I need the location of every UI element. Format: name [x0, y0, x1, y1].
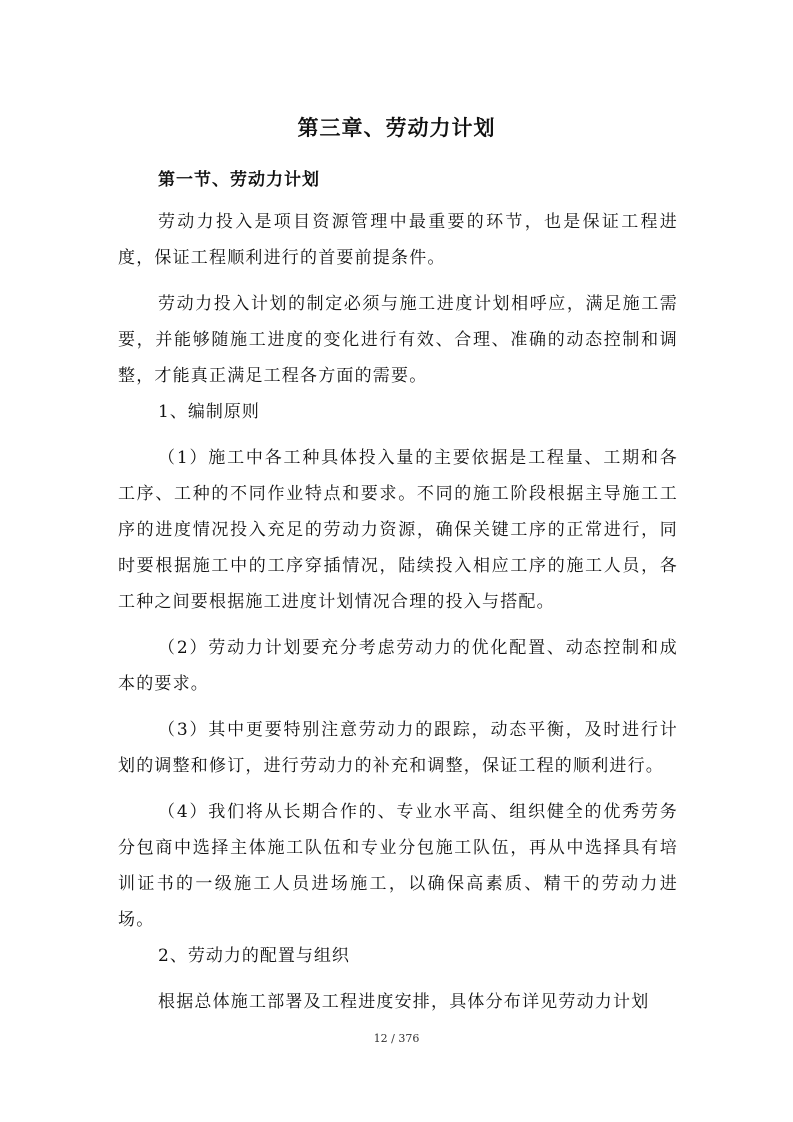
principle-item: （1）施工中各工种具体投入量的主要依据是工程量、工期和各工序、工种的不同作业特点和要求。不同的施工阶段根据主导施工工序的进度情况投入充足的劳动力资源，确保关键工序的正常进行，同时要根据施工中的工序穿插情况，陆续投入相应工序的施工人员，各工种之间要根据施工进度计划情况合理的投入与搭配。 — [118, 448, 678, 612]
body-paragraph: 劳动力投入是项目资源管理中最重要的环节，也是保证工程进度，保证工程顺利进行的首要前提条件。 — [118, 212, 678, 268]
principle-item: （2）劳动力计划要充分考虑劳动力的优化配置、动态控制和成本的要求。 — [118, 638, 678, 694]
subheading-principles: 1、编制原则 — [158, 402, 260, 422]
subheading-allocation: 2、劳动力的配置与组织 — [158, 946, 350, 966]
page-number: 12 / 376 — [373, 1032, 420, 1045]
principle-item: （4）我们将从长期合作的、专业水平高、组织健全的优秀劳务分包商中选择主体施工队伍和专业分包施工队伍，再从中选择具有培训证书的一级施工人员进场施工，以确保高素质、精干的劳动力进场。 — [118, 802, 678, 930]
principle-item: （3）其中更要特别注意劳动力的跟踪，动态平衡，及时进行计划的调整和修订，进行劳动力的补充和调整，保证工程的顺利进行。 — [118, 720, 678, 776]
body-paragraph: 根据总体施工部署及工程进度安排，具体分布详见劳动力计划 — [158, 992, 650, 1012]
body-paragraph: 劳动力投入计划的制定必须与施工进度计划相呼应，满足施工需要，并能够随施工进度的变化进行有效、合理、准确的动态控制和调整，才能真正满足工程各方面的需要。 — [118, 294, 678, 386]
section-title: 第一节、劳动力计划 — [158, 170, 320, 190]
chapter-title: 第三章、劳动力计划 — [297, 115, 496, 140]
page-content — [118, 164, 678, 1020]
